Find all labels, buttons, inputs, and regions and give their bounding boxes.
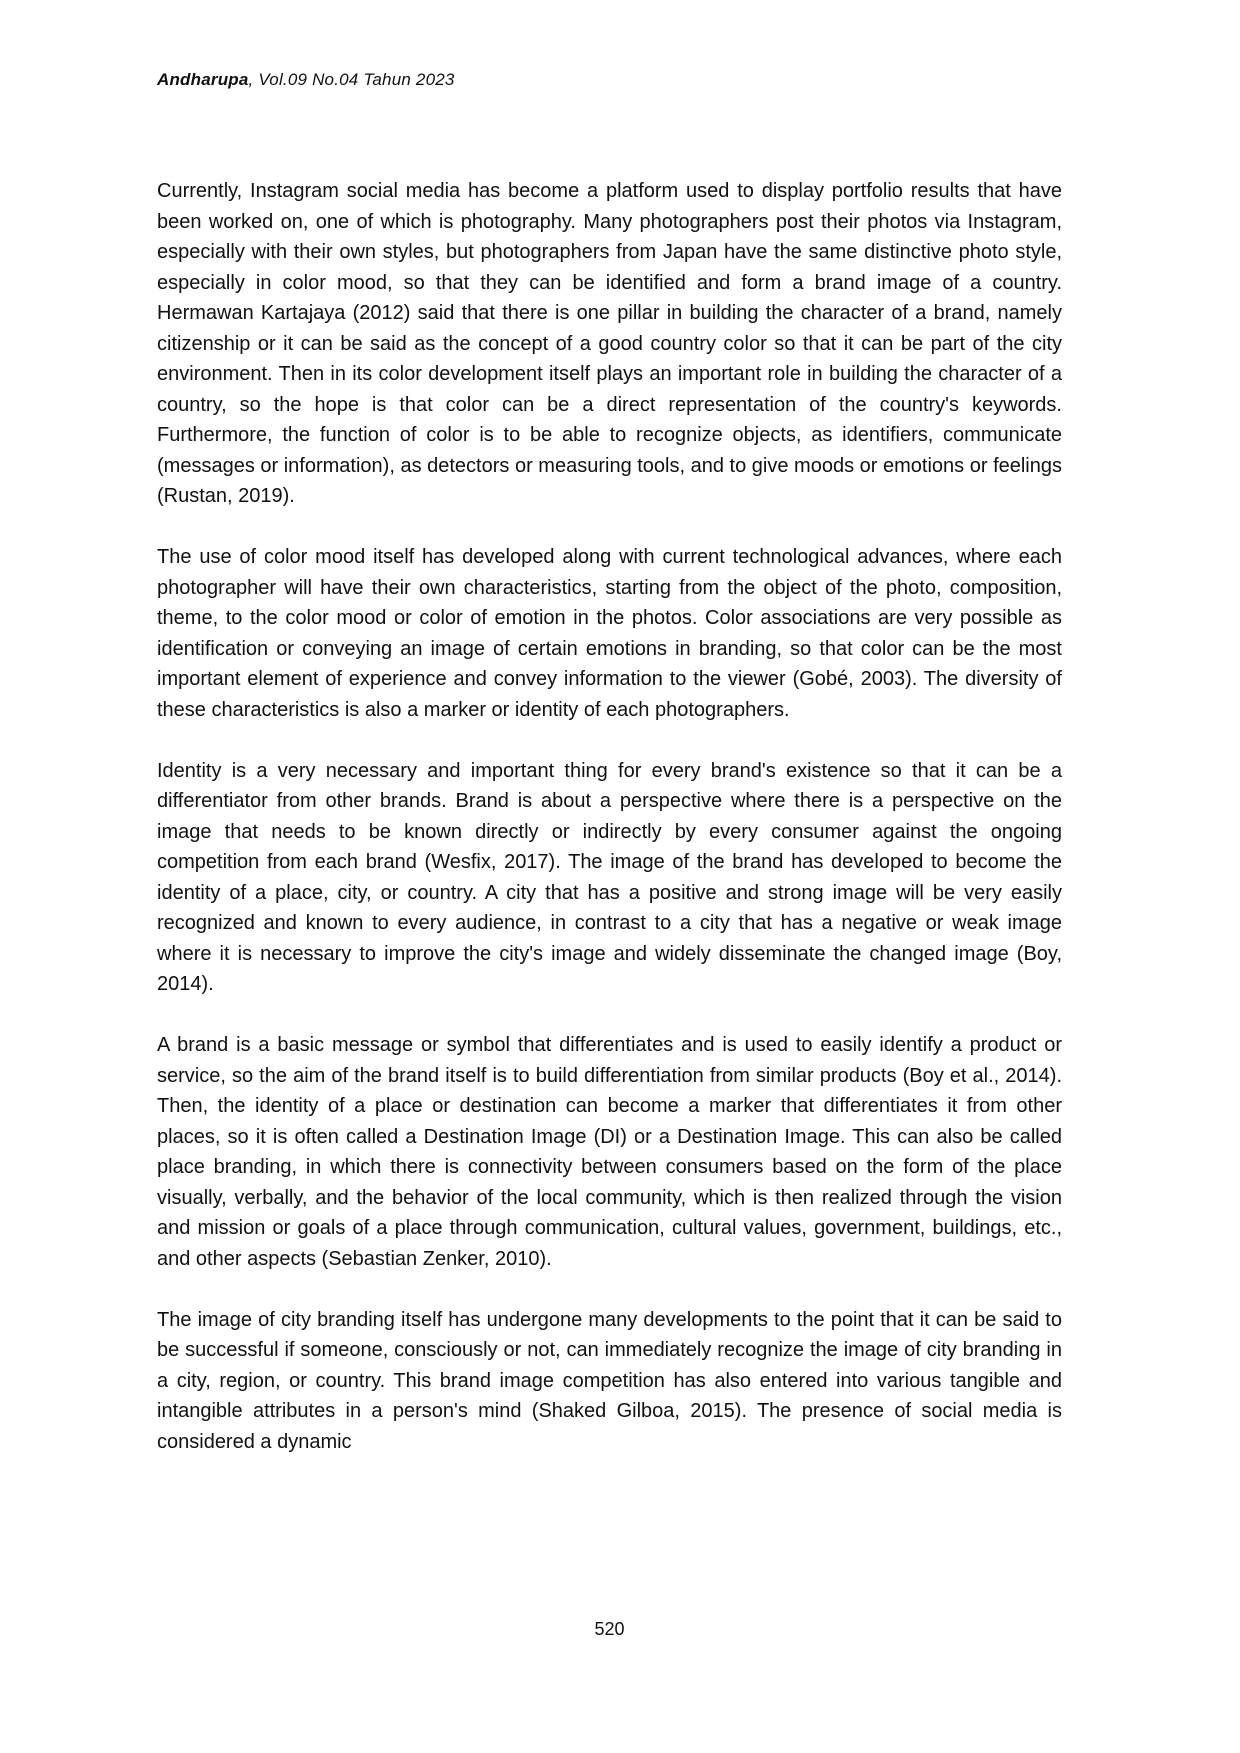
paragraph-4: A brand is a basic message or symbol that differentiates and is used to easily identify a product or service, so the aim of the brand itself is to build differentiation from similar products (Boy et al., 2014). Then, the identity of a place or destination can become a marker that differentiates it from other places, so it is often called a Destination Image (DI) or a Destination Image. This can also be called place branding, in which there is connectivity between consumers based on the form of the place visually, verbally, and the behavior of the local community, which is then realized through the vision and mission or goals of a place through communication, cultural values, government, buildings, etc., and other aspects (Sebastian Zenker, 2010).: [157, 1034, 1062, 1270]
paragraph-3: Identity is a very necessary and important thing for every brand's existence so that it can be a differentiator from other brands. Brand is about a perspective where there is a perspective on the image that needs to be known directly or indirectly by every consumer against the ongoing competition from each brand (Wesfix, 2017). The image of the brand has developed to become the identity of a place, city, or country. A city that has a positive and strong image will be very easily recognized and known to every audience, in contrast to a city that has a negative or weak image where it is necessary to improve the city's image and widely disseminate the changed image (Boy, 2014).: [157, 759, 1062, 995]
paragraph-2: The use of color mood itself has developed along with current technological advances, where each photographer will have their own characteristics, starting from the object of the photo, composition, theme, to the color mood or color of emotion in the photos. Color associations are very possible as identification or conveying an image of certain emotions in branding, so that color can be the most important element of experience and convey information to the viewer (Gobé, 2003). The diversity of these characteristics is also a marker or identity of each photographers.: [157, 546, 1062, 721]
article-body: [157, 176, 1062, 1457]
issue-info: , Vol.09 No.04 Tahun 2023: [248, 70, 455, 89]
page-number: 520: [594, 1619, 625, 1639]
running-header: [157, 70, 455, 90]
paragraph-5: The image of city branding itself has undergone many developments to the point that it can be said to be successful if someone, consciously or not, can immediately recognize the image of city branding in a city, region, or country. This brand image competition has also entered into various tangible and intangible attributes in a person's mind (Shaked Gilboa, 2015). The presence of social media is considered a dynamic: [157, 1308, 1062, 1453]
journal-name: Andharupa: [157, 70, 249, 89]
paragraph-1: Currently, Instagram social media has become a platform used to display portfolio results that have been worked on, one of which is photography. Many photographers post their photos via Instagram, especially with their own styles, but photographers from Japan have the same distinctive photo style, especially in color mood, so that they can be identified and form a brand image of a country. Hermawan Kartajaya (2012) said that there is one pillar in building the character of a brand, namely citizenship or it can be said as the concept of a good country color so that it can be part of the city environment. Then in its color development itself plays an important role in building the character of a country, so the hope is that color can be a direct representation of the country's keywords. Furthermore, the function of color is to be able to recognize objects, as identifiers, communicate (messages or information), as detectors or measuring tools, and to give moods or emotions or feelings (Rustan, 2019).: [157, 180, 1062, 507]
